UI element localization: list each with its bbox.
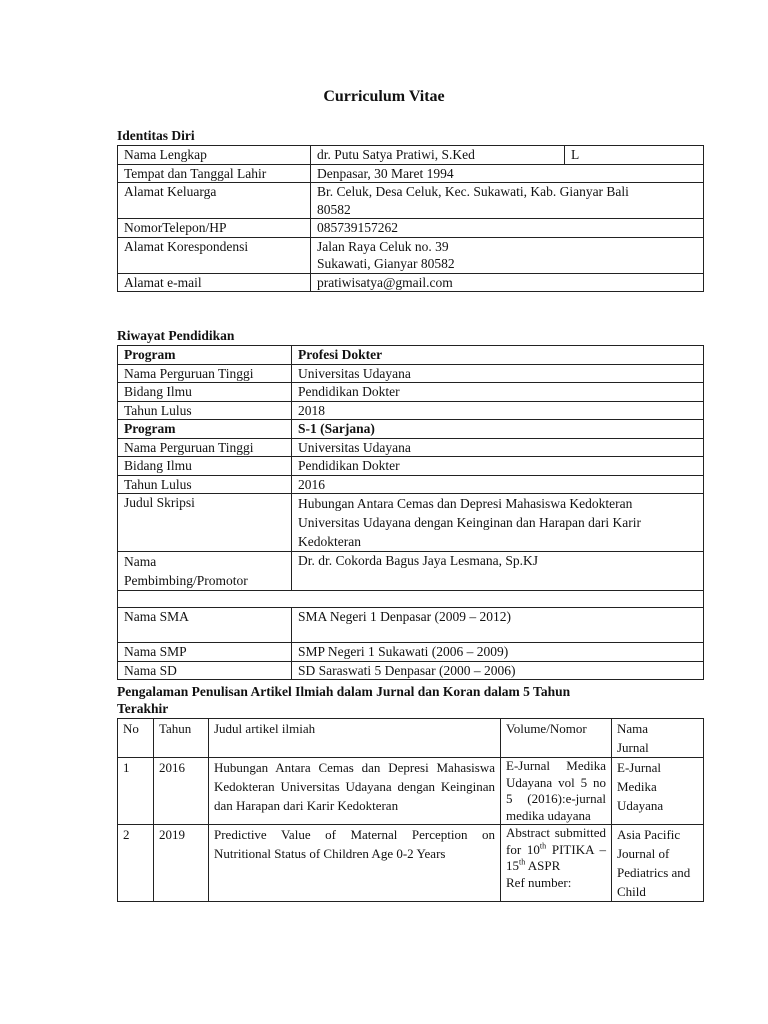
table-row [118, 273, 704, 292]
label-telepon: NomorTelepon/HP [118, 219, 311, 238]
cell-jurnal: E-Jurnal Medika Udayana [612, 758, 704, 825]
program-label: Program [118, 420, 292, 439]
header-tahun: Tahun [154, 719, 209, 758]
value-ttl: Denpasar, 30 Maret 1994 [311, 164, 704, 183]
cell-tahun: 2016 [154, 758, 209, 825]
header-no: No [118, 719, 154, 758]
row-label: Tahun Lulus [118, 475, 292, 494]
table-row [118, 475, 704, 494]
cell-no: 2 [118, 825, 154, 902]
empty-cell [118, 591, 704, 608]
row-value: Pendidikan Dokter [292, 383, 704, 402]
table-row [118, 457, 704, 476]
table-row [118, 401, 704, 420]
volume-text: Abstract submitted for 10 [506, 825, 606, 857]
pembimbing-label-line: Pembimbing/Promotor [124, 573, 248, 588]
value-alamat-korespondensi [311, 237, 704, 273]
volume-text: PITIKA – 15 [506, 841, 606, 873]
pembimbing-value: Dr. dr. Cokorda Bagus Jaya Lesmana, Sp.KJ [292, 552, 704, 591]
label-alamat-korespondensi: Alamat Korespondensi [118, 237, 311, 273]
program-value: S-1 (Sarjana) [292, 420, 704, 439]
value-email: pratiwisatya@gmail.com [311, 273, 704, 292]
cell-tahun: 2019 [154, 825, 209, 902]
alamat-korespondensi-line: Jalan Raya Celuk no. 39 [317, 238, 449, 254]
volume-text: ASPR [525, 858, 561, 873]
sma-label: Nama SMA [118, 608, 292, 643]
row-value: 2016 [292, 475, 704, 494]
table-row [118, 420, 704, 439]
header-jurnal-line: Jurnal [617, 740, 649, 755]
sma-value: SMA Negeri 1 Denpasar (2009 – 2012) [292, 608, 704, 643]
cell-volume: E-Jurnal Medika Udayana vol 5 no 5 (2016):e-jurnal medika udayana [501, 758, 612, 825]
value-alamat-keluarga [311, 183, 704, 219]
table-row [118, 438, 704, 457]
page-title: Curriculum Vitae [323, 88, 445, 105]
table-row [118, 758, 704, 825]
alamat-keluarga-line: 80582 [317, 201, 351, 217]
value-nama-lengkap: dr. Putu Satya Pratiwi, S.Ked [311, 146, 565, 165]
row-value: Pendidikan Dokter [292, 457, 704, 476]
artikel-heading-line: Terakhir [117, 701, 169, 716]
label-nama-lengkap: Nama Lengkap [118, 146, 311, 165]
program-label: Program [118, 346, 292, 365]
label-alamat-keluarga: Alamat Keluarga [118, 183, 311, 219]
label-email: Alamat e-mail [118, 273, 311, 292]
artikel-table [117, 718, 704, 902]
table-row-empty [118, 591, 704, 608]
table-row [118, 183, 704, 219]
pembimbing-label [118, 552, 292, 591]
sd-value: SD Saraswati 5 Denpasar (2000 – 2006) [292, 661, 704, 680]
artikel-heading [117, 683, 570, 717]
header-jurnal-line: Nama [617, 721, 649, 736]
row-label: Bidang Ilmu [118, 457, 292, 476]
cell-volume [501, 825, 612, 902]
table-row [118, 494, 704, 552]
table-row [118, 346, 704, 365]
artikel-heading-line: Pengalaman Penulisan Artikel Ilmiah dalam Jurnal dan Koran dalam 5 Tahun [117, 684, 571, 699]
cell-jurnal: Asia Pacific Journal of Pediatrics and Child [612, 825, 704, 902]
table-row [118, 608, 704, 643]
row-label: Tahun Lulus [118, 401, 292, 420]
cell-judul: Predictive Value of Maternal Perception on Nutritional Status of Children Age 0-2 Years [209, 825, 501, 902]
volume-sup: th [519, 857, 526, 867]
table-row [118, 643, 704, 662]
table-row [118, 237, 704, 273]
skripsi-value [292, 494, 704, 552]
table-row [118, 552, 704, 591]
skripsi-line: Universitas Udayana dengan Keinginan dan Harapan dari Karir [298, 515, 641, 530]
table-row [118, 164, 704, 183]
table-row [118, 146, 704, 165]
table-row [118, 661, 704, 680]
row-value: Universitas Udayana [292, 364, 704, 383]
alamat-korespondensi-line: Sukawati, Gianyar 80582 [317, 256, 455, 271]
skripsi-line: Hubungan Antara Cemas dan Depresi Mahasiswa Kedokteran [298, 496, 633, 511]
table-row [118, 219, 704, 238]
identitas-heading: Identitas Diri [117, 128, 195, 143]
value-gender: L [565, 146, 704, 165]
identitas-table [117, 145, 704, 292]
smp-value: SMP Negeri 1 Sukawati (2006 – 2009) [292, 643, 704, 662]
pendidikan-heading: Riwayat Pendidikan [117, 328, 235, 343]
pembimbing-label-line: Nama [124, 554, 157, 569]
row-label: Bidang Ilmu [118, 383, 292, 402]
header-judul: Judul artikel ilmiah [209, 719, 501, 758]
cell-no: 1 [118, 758, 154, 825]
header-volume: Volume/Nomor [501, 719, 612, 758]
pendidikan-table [117, 345, 704, 680]
skripsi-label: Judul Skripsi [118, 494, 292, 552]
table-header-row [118, 719, 704, 758]
table-row [118, 364, 704, 383]
cell-judul: Hubungan Antara Cemas dan Depresi Mahasiswa Kedokteran Universitas Udayana dengan Keinginan dan Harapan dari Karir Kedokteran [209, 758, 501, 825]
header-jurnal [612, 719, 704, 758]
table-row [118, 825, 704, 902]
row-label: Nama Perguruan Tinggi [118, 438, 292, 457]
row-label: Nama Perguruan Tinggi [118, 364, 292, 383]
label-ttl: Tempat dan Tanggal Lahir [118, 164, 311, 183]
smp-label: Nama SMP [118, 643, 292, 662]
volume-text: Ref number: [506, 874, 572, 890]
sd-label: Nama SD [118, 661, 292, 680]
alamat-keluarga-line: Br. Celuk, Desa Celuk, Kec. Sukawati, Kab. Gianyar Bali [317, 184, 629, 199]
volume-sup: th [539, 841, 547, 851]
value-telepon: 085739157262 [311, 219, 704, 238]
table-row [118, 383, 704, 402]
skripsi-line: Kedokteran [298, 534, 361, 549]
row-value: 2018 [292, 401, 704, 420]
row-value: Universitas Udayana [292, 438, 704, 457]
program-value: Profesi Dokter [292, 346, 704, 365]
